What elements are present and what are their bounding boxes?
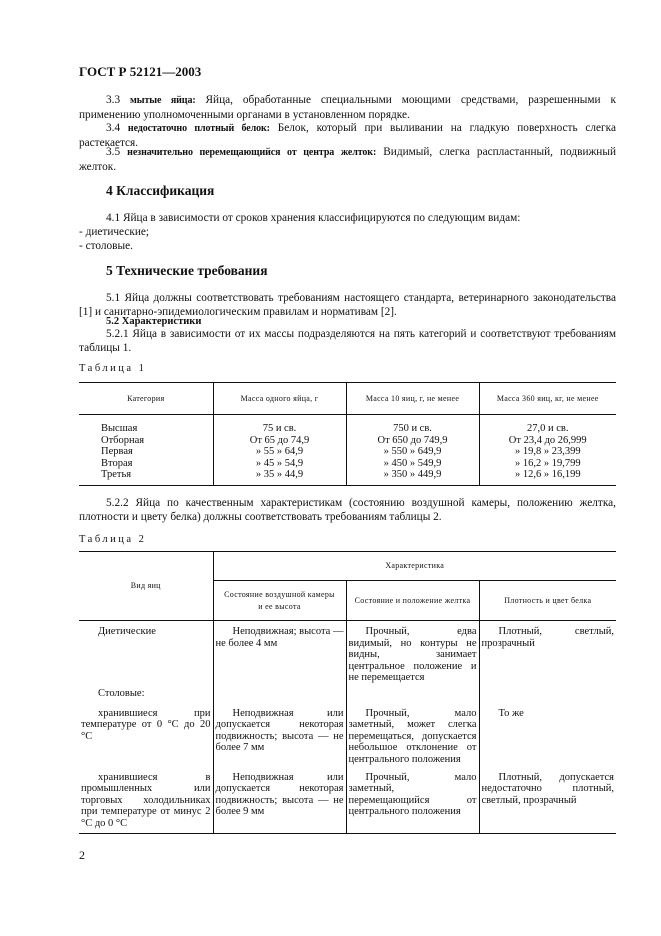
def-num: 3.4 <box>106 122 121 134</box>
list-item: - столовые. <box>79 240 133 252</box>
table-1 <box>79 382 616 486</box>
list-item: - диетические; <box>79 226 150 238</box>
table-cell: Прочный, мало заметный, перемещающийся от центрального положения <box>346 768 479 834</box>
table-cell: Неподвижная или допускается некоторая подвижность; высота — не более 7 мм <box>213 704 346 768</box>
definition-3-5 <box>79 145 616 174</box>
table-header: Категория <box>127 393 165 403</box>
table-cell <box>213 684 346 704</box>
table-2-caption: Таблица 2 <box>79 534 147 545</box>
table-cell <box>346 684 479 704</box>
table-cell: 750 и св. От 650 до 749,9 » 550 » 649,9 » 450 » 549,9 » 350 » 449,9 <box>346 415 479 486</box>
table-cell <box>479 684 616 704</box>
table-header: Состояние воздушной камеры и ее высота <box>213 581 346 621</box>
table-cell: Диетические <box>98 626 156 637</box>
table-cell: То же <box>479 704 616 768</box>
paragraph-5-2-2: 5.2.2 Яйца по качественным характеристикам (состоянию воздушной камеры, положению желтка, плотности и цвету белка) должны соответствовать требованиям таблицы 2. <box>79 497 616 523</box>
section-4-intro: 4.1 Яйца в зависимости от сроков хранения классифицируются по следующим видам: <box>106 212 521 224</box>
table-row <box>79 684 616 704</box>
table-2 <box>79 551 616 834</box>
def-text: Белок, который при выливании на гладкую поверхность слегка растекается. <box>79 122 617 149</box>
table-cell: Столовые: <box>98 687 145 699</box>
table-header: Вид яиц <box>79 552 213 621</box>
table-row <box>79 768 616 834</box>
def-text: Яйца, обработанные специальными моющими средствами, разрешенными к применению уполномоченными органами в установленном порядке. <box>79 94 616 121</box>
table-cell: Прочный, едва видимый, но контуры не видны, занимает центральное положение и не перемещается <box>346 621 479 684</box>
table-group-header: Характеристика <box>213 552 616 581</box>
table-cell: хранившиеся в промышленных или торговых холодильниках при температуре от минус 2 °С до 0 °С <box>81 771 211 829</box>
page-number: 2 <box>79 848 85 862</box>
section-5-title: 5 Технические требования <box>106 263 268 278</box>
def-term: мытые яйца: <box>130 95 196 106</box>
table-header: Масса 10 яиц, г, не менее <box>346 383 479 415</box>
table-cell: Неподвижная или допускается некоторая подвижность; высота — не более 9 мм <box>213 768 346 834</box>
table-cell: Плотный, допускается недостаточно плотный, светлый, прозрачный <box>479 768 616 834</box>
def-num: 3.3 <box>106 94 121 106</box>
paragraph-5-1: 5.1 Яйца должны соответствовать требованиям настоящего стандарта, ветеринарного законодательства [1] и санитарно-эпидемиологическим правилам и нормативам [2]. <box>79 292 616 318</box>
table-row <box>79 621 616 684</box>
table-header: Масса 360 яиц, кг, не менее <box>479 383 616 415</box>
table-row <box>79 704 616 768</box>
definition-3-3 <box>79 93 616 122</box>
def-num: 3.5 <box>106 146 121 158</box>
subsection-5-2: 5.2 Характеристики <box>106 316 202 327</box>
table-cell: хранившиеся при температуре от 0 °С до 20 °С <box>81 707 211 742</box>
classification-list <box>79 225 616 253</box>
table-cell: Плотный, светлый, прозрачный <box>479 621 616 684</box>
def-term: недостаточно плотный белок: <box>127 123 270 134</box>
table-cell: 75 и св. От 65 до 74,9 » 55 » 64,9 » 45 » 54,9 » 35 » 44,9 <box>213 415 346 486</box>
document-header: ГОСТ Р 52121—2003 <box>79 64 202 79</box>
table-cell: Неподвижная; высота — не более 4 мм <box>213 621 346 684</box>
table-cell: Прочный, мало заметный, может слегка перемещаться, допускается небольшое отклонение от центрального положения <box>346 704 479 768</box>
paragraph-5-2-1: 5.2.1 Яйца в зависимости от их массы подразделяются на пять категорий и соответствуют требованиям таблицы 1. <box>79 328 616 354</box>
table-cell: 27,0 и св. От 23,4 до 26,999 » 19,8 » 23,399 » 16,2 » 19,799 » 12,6 » 16,199 <box>479 415 616 486</box>
table-1-caption: Таблица 1 <box>79 363 147 374</box>
table-header: Плотность и цвет белка <box>479 581 616 621</box>
def-term: незначительно перемещающийся от центра желток: <box>127 147 377 158</box>
table-cell: Высшая Отборная Первая Вторая Третья <box>101 423 145 480</box>
section-4-title: 4 Классификация <box>106 183 215 198</box>
def-text: Видимый, слегка распластанный, подвижный желток. <box>79 146 616 173</box>
table-header: Состояние и положение желтка <box>346 581 479 621</box>
table-header: Масса одного яйца, г <box>213 383 346 415</box>
